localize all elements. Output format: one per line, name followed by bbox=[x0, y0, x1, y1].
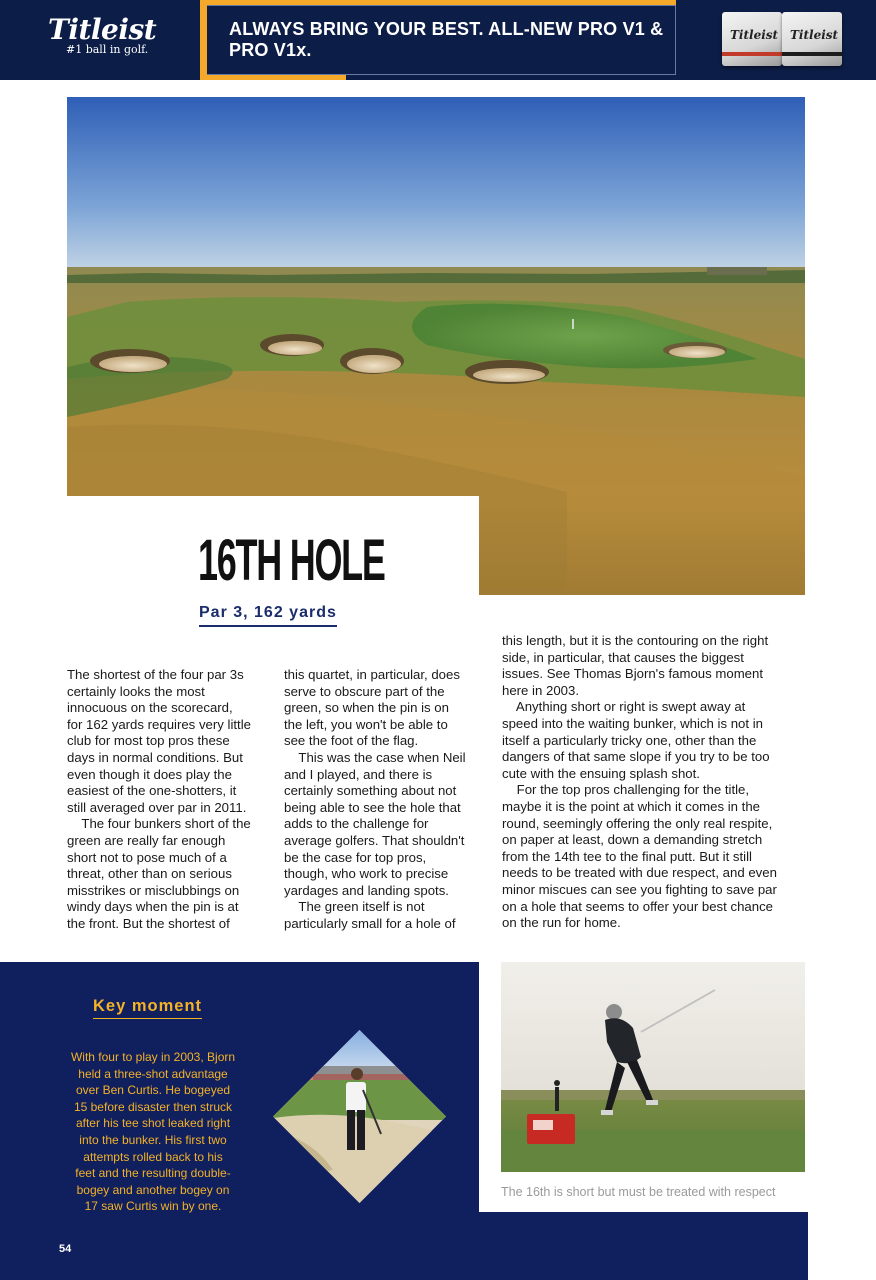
page-subtitle: Par 3, 162 yards bbox=[199, 604, 337, 627]
text-line: 15 before disaster then struck bbox=[73, 1099, 233, 1114]
text-line: For the top pros challenging for the title, bbox=[502, 782, 750, 798]
article-column-3 bbox=[502, 633, 805, 932]
text-line: threat, other than on serious bbox=[67, 866, 232, 882]
text-line: innocuous on the scorecard, bbox=[67, 700, 233, 716]
page-title: 16TH HOLE bbox=[198, 528, 385, 593]
text-line: on paper at least, down a demanding stretch bbox=[502, 832, 763, 848]
text-line: being able to see the hole that bbox=[284, 799, 461, 815]
text-line: needs to be treated with due respect, and even bbox=[502, 865, 777, 881]
ball-box-pro-v1 bbox=[722, 12, 782, 66]
text-line: from the 14th tee to the final putt. But it still bbox=[502, 848, 752, 864]
text-line: into the bunker. His first two bbox=[79, 1132, 227, 1147]
titleist-logo bbox=[48, 13, 157, 56]
ball-box-label: Titleist bbox=[790, 28, 839, 42]
text-line: The four bunkers short of the bbox=[67, 816, 251, 832]
text-line: certainly looks the most bbox=[67, 683, 205, 699]
photo-caption: The 16th is short but must be treated with respect bbox=[501, 1185, 776, 1199]
text-line: still averaged over par in 2011. bbox=[67, 799, 247, 815]
text-line: for 162 yards requires very little bbox=[67, 716, 251, 732]
article-column-1 bbox=[67, 667, 267, 933]
text-line: this length, but it is the contouring on the right bbox=[502, 633, 769, 648]
text-line: Anything short or right is swept away at bbox=[502, 699, 746, 715]
banner-headline: ALWAYS BRING YOUR BEST. ALL-NEW PRO V1 & PRO V1x. bbox=[229, 19, 664, 60]
text-line: itself a particularly tricky one, other than the bbox=[502, 732, 757, 748]
text-line: attempts rolled back to his bbox=[83, 1149, 223, 1164]
text-line: 17 saw Curtis win by one. bbox=[84, 1199, 222, 1214]
text-line: yardages and landing spots. bbox=[284, 882, 449, 898]
text-line: feet and the resulting double- bbox=[75, 1166, 231, 1181]
ball-box-pro-v1x bbox=[782, 12, 842, 66]
text-line: easiest of the one-shotters, it bbox=[67, 783, 237, 799]
text-line: club for most top pros these bbox=[67, 733, 230, 749]
text-line: here in 2003. bbox=[502, 682, 579, 698]
page-number: 54 bbox=[59, 1243, 72, 1255]
text-line: round, seemingly offering the only real respite, bbox=[502, 815, 773, 831]
text-line: after his tee shot leaked right bbox=[75, 1116, 231, 1131]
text-line: windy days when the pin is at bbox=[67, 899, 239, 915]
text-line: issues. See Thomas Bjorn's famous moment bbox=[502, 666, 764, 682]
text-line: average golfers. That shouldn't bbox=[284, 832, 465, 848]
text-line: cute with the ensuing splash shot. bbox=[502, 765, 700, 781]
text-line: The green itself is not bbox=[284, 899, 425, 915]
text-line: and I played, and there is bbox=[284, 766, 433, 782]
text-line: misstrikes or misclubbings on bbox=[67, 882, 240, 898]
text-line: bogey and another bogey on bbox=[76, 1182, 230, 1197]
text-line: speed into the waiting bunker, which is not in bbox=[502, 715, 763, 731]
advert-banner[interactable] bbox=[0, 0, 876, 80]
ball-boxes-image bbox=[720, 12, 844, 68]
text-line: days in normal conditions. But bbox=[67, 749, 243, 765]
text-line: the front. But the shortest of bbox=[67, 915, 230, 931]
text-line: be the case for top pros, bbox=[284, 849, 427, 865]
text-line: held a three-shot advantage bbox=[78, 1066, 228, 1081]
text-line: over Ben Curtis. He bogeyed bbox=[75, 1083, 231, 1098]
text-line: side, in particular, that causes the biggest bbox=[502, 649, 744, 665]
text-line: see the foot of the flag. bbox=[284, 733, 419, 749]
text-line: this quartet, in particular, does bbox=[284, 667, 460, 682]
text-line: green are really far enough bbox=[67, 832, 226, 848]
article-column-2 bbox=[284, 667, 484, 933]
text-line: adds to the challenge for bbox=[284, 816, 429, 832]
logo-tagline: #1 ball in golf. bbox=[66, 43, 149, 56]
text-line: on the run for home. bbox=[502, 915, 621, 931]
tee-shot-photo bbox=[501, 962, 805, 1172]
text-line: green, so when the pin is on bbox=[284, 700, 449, 716]
text-line: certainly something about not bbox=[284, 783, 457, 799]
text-line: short not to pose much of a bbox=[67, 849, 227, 865]
bunker-golfer-photo bbox=[273, 1030, 446, 1203]
text-line: on a hole that seems to offer your best chance bbox=[502, 898, 774, 914]
banner-accent-bar bbox=[200, 75, 346, 80]
text-line: serve to obscure part of the bbox=[284, 683, 445, 699]
key-moment-title: Key moment bbox=[93, 997, 202, 1019]
ball-box-label: Titleist bbox=[730, 28, 779, 42]
logo-script: Titleist bbox=[48, 13, 157, 46]
text-line: the left, you won't be able to bbox=[284, 716, 448, 732]
text-line: minor miscues can see you fighting to save par bbox=[502, 881, 777, 897]
text-line: maybe it is the point at which it comes in the bbox=[502, 798, 761, 814]
text-line: though, who work to precise bbox=[284, 866, 449, 882]
banner-headline-frame bbox=[200, 0, 676, 80]
text-line: particularly small for a hole of bbox=[284, 915, 456, 931]
text-line: With four to play in 2003, Bjorn bbox=[70, 1050, 236, 1064]
text-line: The shortest of the four par 3s bbox=[67, 667, 244, 682]
text-line: This was the case when Neil bbox=[284, 749, 466, 765]
text-line: even though it does play the bbox=[67, 766, 232, 782]
key-moment-text bbox=[60, 1049, 246, 1215]
text-line: dangers of that same slope if you try to be too bbox=[502, 749, 770, 765]
